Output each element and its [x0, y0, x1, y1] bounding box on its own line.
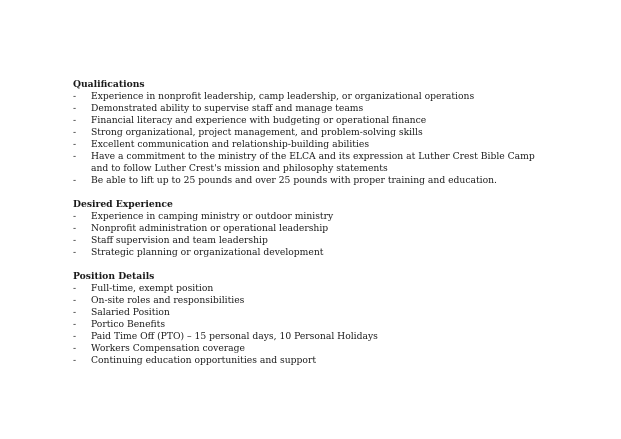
list-item-text: Continuing education opportunities and support: [91, 355, 317, 366]
bullet-dash: -: [73, 211, 77, 222]
list-item: [73, 355, 613, 367]
section-heading: Desired Experience: [73, 199, 173, 210]
list-item-text: Financial literacy and experience with budgeting or operational finance: [91, 115, 427, 126]
list-item-text: Be able to lift up to 25 pounds and over 25 pounds with proper training and education.: [91, 175, 497, 186]
bullet-dash: -: [73, 115, 77, 126]
list-item-text: Salaried Position: [91, 307, 170, 318]
bullet-dash: -: [73, 247, 77, 258]
bullet-dash: -: [73, 91, 77, 102]
list-item-text: Staff supervision and team leadership: [91, 235, 268, 246]
list-item: [73, 331, 613, 343]
bullet-dash: -: [73, 283, 77, 294]
list-item: [73, 151, 613, 175]
list-item-text: On-site roles and responsibilities: [91, 295, 245, 306]
bullet-dash: -: [73, 235, 77, 246]
bullet-dash: -: [73, 331, 77, 342]
document-page: [73, 79, 613, 367]
section-heading: Position Details: [73, 271, 155, 282]
list-item: [73, 91, 613, 103]
list-item-text: Nonprofit administration or operational leadership: [91, 223, 329, 234]
list-item: [73, 295, 613, 307]
list-item-text: Strategic planning or organizational development: [91, 247, 324, 258]
qualifications-list: [73, 91, 613, 187]
bullet-dash: -: [73, 139, 77, 150]
list-item-text: Full-time, exempt position: [91, 283, 214, 294]
list-item: [73, 139, 613, 151]
desired-experience-section: [73, 199, 613, 259]
list-item-text: Strong organizational, project management, and problem-solving skills: [91, 127, 423, 138]
position-details-list: [73, 283, 613, 367]
position-details-section: [73, 271, 613, 367]
list-item-text: Workers Compensation coverage: [91, 343, 245, 354]
list-item: [73, 247, 613, 259]
list-item: [73, 211, 613, 223]
list-item: [73, 103, 613, 115]
qualifications-section: [73, 79, 613, 187]
list-item-text: Have a commitment to the ministry of the ELCA and its expression at Luther Crest Bible Camp and to follow Luther Crest's mission and philosophy statements: [91, 151, 535, 174]
list-item: [73, 235, 613, 247]
section-heading: Qualifications: [73, 79, 145, 90]
desired-experience-list: [73, 211, 613, 259]
list-item: [73, 175, 613, 187]
bullet-dash: -: [73, 355, 77, 366]
bullet-dash: -: [73, 307, 77, 318]
list-item: [73, 343, 613, 355]
bullet-dash: -: [73, 175, 77, 186]
bullet-dash: -: [73, 151, 77, 162]
list-item: [73, 319, 613, 331]
bullet-dash: -: [73, 319, 77, 330]
list-item-text: Excellent communication and relationship-building abilities: [91, 139, 370, 150]
bullet-dash: -: [73, 343, 77, 354]
list-item-text: Portico Benefits: [91, 319, 166, 330]
bullet-dash: -: [73, 127, 77, 138]
list-item-text: Experience in camping ministry or outdoor ministry: [91, 211, 334, 222]
bullet-dash: -: [73, 295, 77, 306]
bullet-dash: -: [73, 223, 77, 234]
list-item: [73, 223, 613, 235]
list-item: [73, 115, 613, 127]
list-item-text: Experience in nonprofit leadership, camp leadership, or organizational operations: [91, 91, 475, 102]
list-item-text: Demonstrated ability to supervise staff and manage teams: [91, 103, 364, 114]
bullet-dash: -: [73, 103, 77, 114]
list-item: [73, 283, 613, 295]
list-item: [73, 127, 613, 139]
list-item: [73, 307, 613, 319]
list-item-text: Paid Time Off (PTO) – 15 personal days, 10 Personal Holidays: [91, 331, 378, 342]
